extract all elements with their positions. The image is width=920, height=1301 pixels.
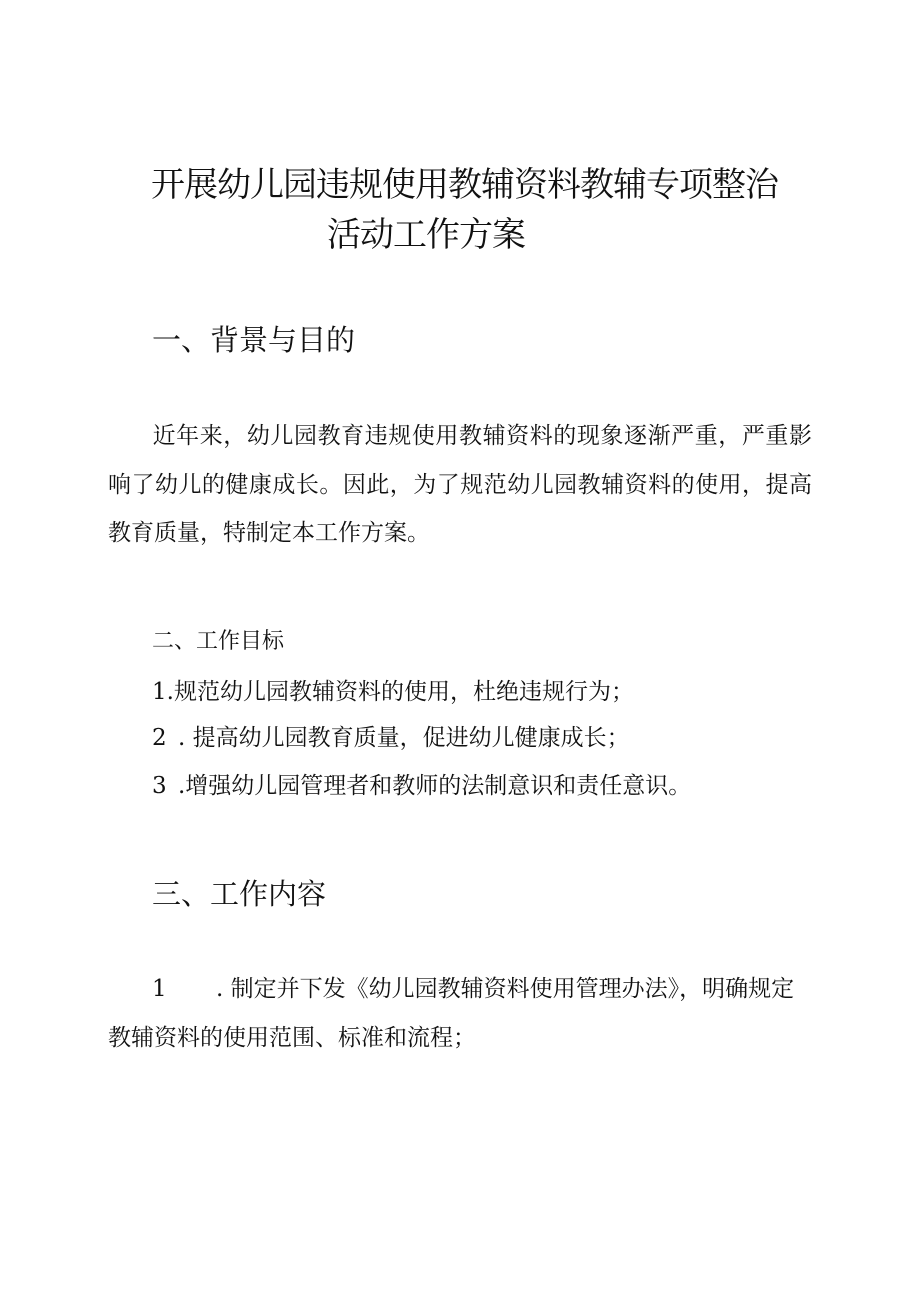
section1-paragraph-text: 近年来，幼儿园教育违规使用教辅资料的现象逐渐严重，严重影响了幼儿的健康成长。因此，为了规范幼儿园教辅资料的使用，提高教育质量，特制定本工作方案。 bbox=[108, 423, 812, 546]
goal-item-3-text: .增强幼儿园管理者和教师的法制意识和责任意识。 bbox=[178, 773, 692, 799]
goal-item-2-text: . 提高幼儿园教育质量，促进幼儿健康成长； bbox=[178, 725, 630, 751]
goal-item-3 bbox=[152, 770, 691, 802]
document-title-line-2: 活动工作方案 bbox=[327, 215, 525, 255]
goal-item-1 bbox=[152, 676, 634, 708]
goal-item-1-number: 1. bbox=[152, 679, 174, 705]
goal-item-2-number: 2 bbox=[152, 725, 167, 751]
content-item-1-text: . 制定并下发《幼儿园教辅资料使用管理办法》，明确规定教辅资料的使用范围、标准和流程； bbox=[108, 976, 795, 1051]
content-item-1 bbox=[108, 965, 812, 1063]
goal-item-1-text: 规范幼儿园教辅资料的使用，杜绝违规行为； bbox=[173, 679, 634, 705]
section2-heading: 二、工作目标 bbox=[152, 629, 285, 654]
goal-item-2 bbox=[152, 722, 630, 754]
goal-item-3-number: 3 bbox=[152, 773, 167, 799]
section1-heading: 一、背景与目的 bbox=[152, 323, 356, 357]
document-title-line-1: 开展幼儿园违规使用教辅资料教辅专项整治 bbox=[151, 165, 778, 205]
section3-heading: 三、工作内容 bbox=[152, 877, 327, 911]
section1-paragraph bbox=[108, 412, 812, 558]
content-item-1-number: 1 bbox=[152, 976, 167, 1002]
